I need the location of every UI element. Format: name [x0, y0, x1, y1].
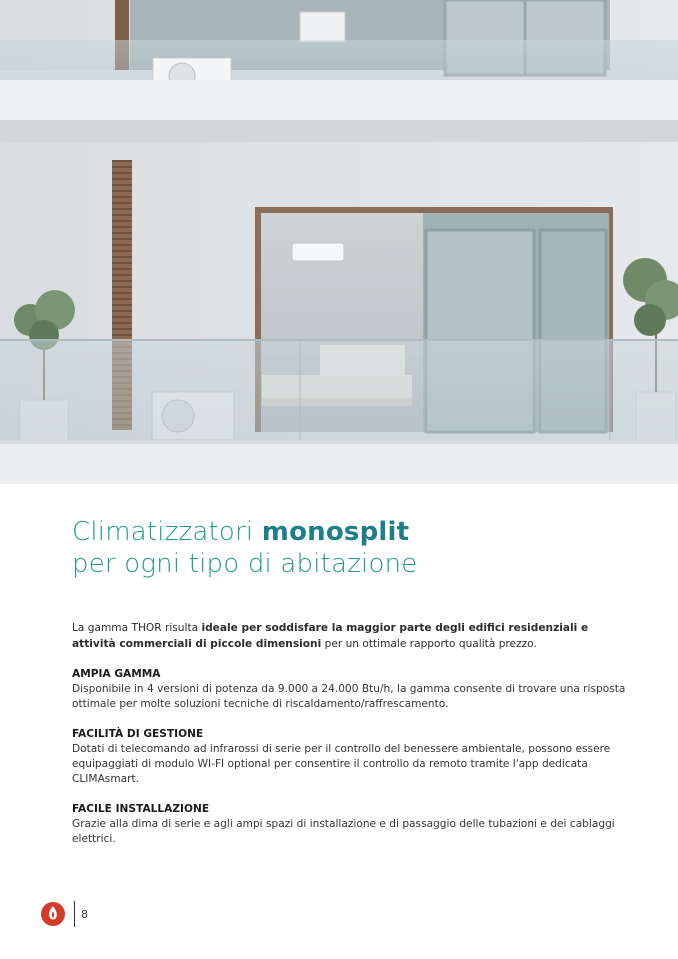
page-footer	[40, 900, 88, 928]
section-body: Disponibile in 4 versioni di potenza da 9.000 a 24.000 Btu/h, la gamma consente di trovare una risposta ottimale per molte soluzioni tecniche di riscaldamento/raffrescamento.	[72, 683, 626, 710]
title-bold: monosplit	[261, 517, 410, 547]
page-number: 8	[81, 907, 88, 921]
content	[72, 516, 632, 847]
section-title: FACILITÀ DI GESTIONE	[72, 728, 204, 740]
section-title: FACILE INSTALLAZIONE	[72, 803, 210, 815]
title-line-2: per ogni tipo di abitazione	[72, 549, 418, 579]
title-light: Climatizzatori	[72, 517, 254, 547]
footer-divider	[74, 901, 75, 927]
intro-text-2: per un ottimale rapporto qualità prezzo.	[321, 638, 537, 650]
intro-text-bold: ideale per soddisfare la maggior parte degli edifici residenziali e attività commerciali di piccole dimensioni	[72, 622, 589, 650]
page-title	[72, 516, 632, 580]
section-facilita-gestione	[72, 727, 632, 787]
section-title: AMPIA GAMMA	[72, 668, 161, 680]
brand-logo-icon	[40, 901, 66, 927]
section-ampia-gamma	[72, 667, 632, 712]
section-body: Dotati di telecomando ad infrarossi di serie per il controllo del benessere ambientale, possono essere equipaggiati di modulo WI-FI optional per consentire il controllo da remoto tramite l'app dedicata CLIMAsmart.	[72, 743, 611, 785]
section-body: Grazie alla dima di serie e agli ampi spazi di installazione e di passaggio delle tubazioni e dei cablaggi elettrici.	[72, 818, 615, 845]
section-facile-installazione	[72, 802, 632, 847]
intro-text-1: La gamma THOR risulta	[72, 622, 202, 634]
intro-paragraph	[72, 620, 632, 652]
